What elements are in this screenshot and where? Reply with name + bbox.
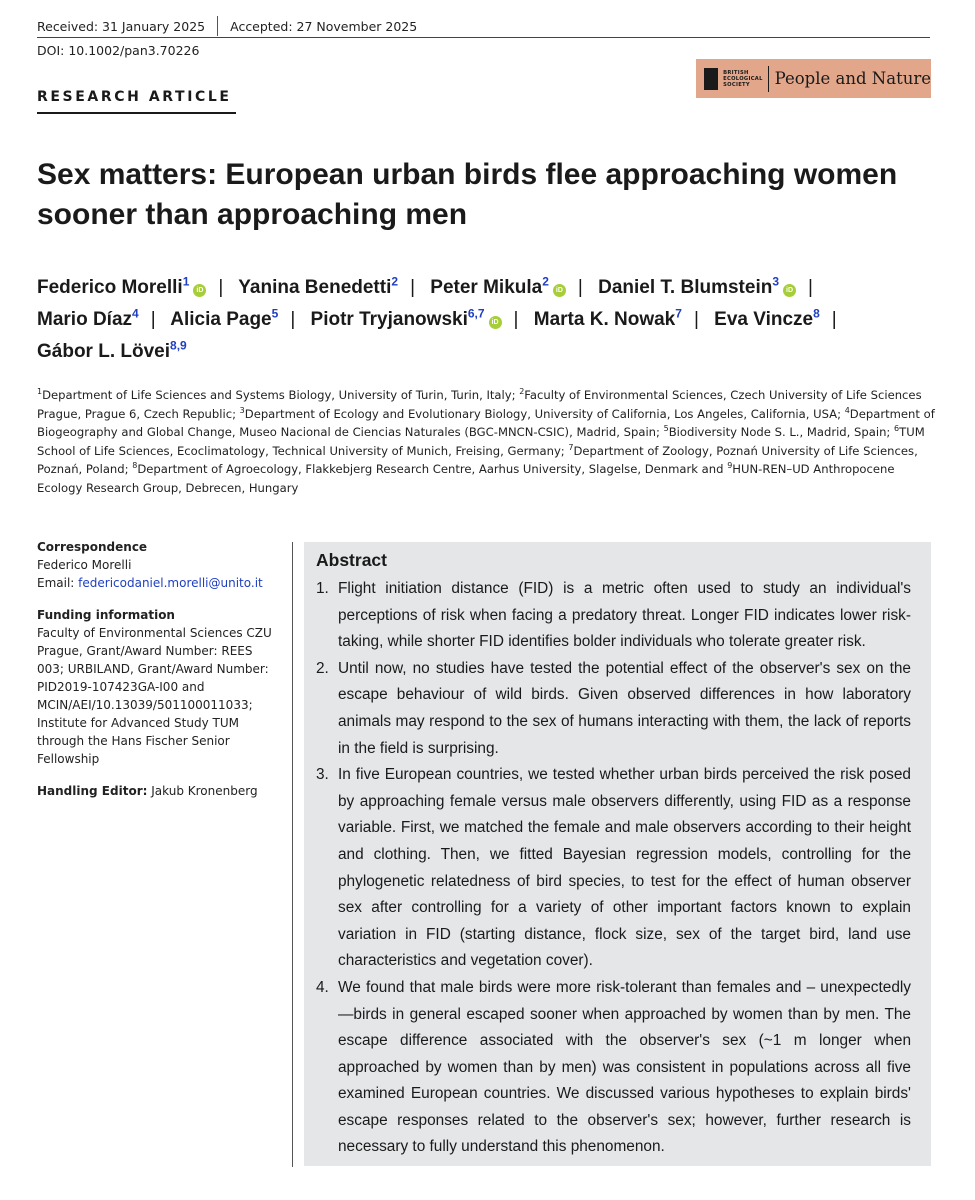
email-label: Email:	[37, 576, 79, 590]
funding-label: Funding information	[37, 608, 175, 622]
correspondence-email-line	[37, 574, 277, 592]
author-name: Piotr Tryjanowski	[310, 309, 468, 330]
abstract-item	[316, 762, 911, 975]
affiliation-text: Department of Life Sciences and Systems Biology, University of Turin, Turin, Italy;	[42, 388, 520, 402]
author-name: Gábor L. Lövei	[37, 341, 171, 362]
society-logo-mark-icon	[704, 68, 718, 90]
orcid-icon[interactable]: iD	[553, 284, 566, 297]
correspondence-name: Federico Morelli	[37, 558, 132, 572]
abstract-item-number: 2.	[316, 659, 329, 677]
abstract-item-number: 4.	[316, 978, 329, 996]
article-title: Sex matters: European urban birds flee approaching women sooner than approaching men	[37, 158, 898, 231]
author[interactable]	[533, 306, 682, 330]
article-dates	[37, 16, 417, 36]
handling-editor-block	[37, 782, 277, 800]
affiliation-number: 6	[894, 424, 900, 434]
author-name: Marta K. Nowak	[533, 309, 676, 330]
header-rule	[37, 37, 930, 38]
affiliation-text: Biodiversity Node S. L., Madrid, Spain;	[668, 425, 895, 439]
affiliation-text: TUM School of Life Sciences, Ecoclimatology, Technical University of Munich, Freising, Germany;	[37, 425, 925, 458]
author-separator: |	[693, 309, 699, 330]
affiliations	[37, 386, 937, 497]
email-link[interactable]: federicodaniel.morelli@unito.it	[78, 576, 263, 590]
author[interactable]	[170, 306, 279, 330]
author-affiliation-ref[interactable]: 1	[182, 274, 190, 289]
author-name: Alicia Page	[170, 309, 272, 330]
affiliation-number: 2	[519, 387, 525, 397]
abstract-item	[316, 576, 911, 656]
society-logo-text: BRITISH ECOLOGICAL SOCIETY	[723, 69, 763, 88]
abstract-item-text: Until now, no studies have tested the potential effect of the observer's sex on the escape behaviour of wild birds. Given observed differences in how laboratory animals may respond to the sex of humans interacting with them, the lack of reports in the field is surprising.	[338, 659, 911, 757]
date-divider	[217, 16, 218, 36]
author-name: Daniel T. Blumstein	[598, 277, 773, 298]
journal-logo[interactable]	[696, 59, 931, 98]
handling-editor-label: Handling Editor:	[37, 784, 148, 798]
affiliation-number: 5	[663, 424, 669, 434]
abstract-item	[316, 975, 911, 1161]
affiliation-text: Department of Biogeography and Global Change, Museo Nacional de Ciencias Naturales (BGC-MNCN-CSIC), Madrid, Spain;	[37, 406, 935, 439]
affiliation-number: 3	[239, 405, 245, 415]
author[interactable]	[238, 274, 399, 298]
author-separator: |	[218, 277, 224, 298]
affiliation-number: 7	[568, 442, 574, 452]
journal-name: People and Nature	[774, 69, 931, 88]
author-affiliation-ref[interactable]: 2	[542, 274, 549, 289]
orcid-icon[interactable]: iD	[489, 316, 502, 329]
author-name: Mario Díaz	[37, 309, 133, 330]
abstract-item-text: We found that male birds were more risk-tolerant than females and – unexpectedly—birds in general escaped sooner when approached by women than by men. The escape difference associated with the observer's sex (~1 m longer when approached by women than by men) was consistent in populations across all five examined European countries. We discussed various hypotheses to explain birds' escape responses related to the observer's sex; however, further research is necessary to fully understand this phenomenon.	[338, 978, 911, 1156]
abstract-item-number: 1.	[316, 580, 329, 597]
author-list	[37, 272, 937, 368]
abstract-box	[304, 542, 931, 1166]
author-name: Federico Morelli	[37, 277, 183, 298]
author-affiliation-ref[interactable]: 8	[813, 306, 820, 321]
author[interactable]	[310, 306, 502, 330]
author-separator: |	[577, 277, 583, 298]
affiliation-number: 9	[727, 461, 733, 471]
author[interactable]	[430, 274, 566, 298]
funding-block	[37, 606, 277, 768]
author[interactable]	[714, 306, 820, 330]
abstract-item-text: Flight initiation distance (FID) is a metric often used to study an individual's perceptions of risk when facing a predatory threat. Longer FID indicates lower risk-taking, while shorter FID identifies bolder individuals who tolerate greater risk.	[338, 580, 911, 651]
affiliation-number: 8	[132, 461, 138, 471]
correspondence-label: Correspondence	[37, 540, 148, 554]
article-type: RESEARCH ARTICLE	[37, 89, 232, 105]
author[interactable]	[37, 338, 187, 362]
logo-divider	[768, 66, 769, 92]
funding-text: Faculty of Environmental Sciences CZU Prague, Grant/Award Number: REES 003; URBILAND, Grant/Award Number: PID2019-107423GA-I00 and MCIN/AEI/10.13039/501100011033; Institute for Advanced Study TUM through the Hans Fischer Senior Fellowship	[37, 626, 272, 766]
author-separator: |	[290, 309, 296, 330]
author-name: Peter Mikula	[430, 277, 543, 298]
author-name: Yanina Benedetti	[238, 277, 392, 298]
orcid-icon[interactable]: iD	[783, 284, 796, 297]
correspondence-block	[37, 538, 277, 592]
article-sidebar	[37, 538, 277, 814]
author-affiliation-ref[interactable]: 2	[391, 274, 399, 289]
author-affiliation-ref[interactable]: 6,7	[467, 306, 485, 321]
author-affiliation-ref[interactable]: 5	[271, 306, 279, 321]
abstract-item-number: 3.	[316, 766, 329, 784]
author[interactable]	[598, 274, 796, 298]
received-date: Received: 31 January 2025	[37, 18, 206, 34]
affiliation-number: 1	[37, 387, 43, 397]
author-separator: |	[831, 309, 837, 330]
author[interactable]	[37, 306, 139, 330]
affiliation-text: Department of Zoology, Poznań University of Life Sciences, Poznań, Poland;	[37, 443, 918, 476]
author-affiliation-ref[interactable]: 3	[772, 274, 780, 289]
author[interactable]	[37, 274, 206, 298]
abstract-heading: Abstract	[316, 550, 387, 570]
article-type-underline	[37, 112, 236, 114]
affiliation-text: Faculty of Environmental Sciences, Czech University of Life Sciences Prague, Prague 6, Czech Republic;	[37, 388, 922, 421]
sidebar-divider	[292, 542, 293, 1167]
accepted-date: Accepted: 27 November 2025	[230, 18, 418, 34]
affiliation-text: Department of Ecology and Evolutionary Biology, University of California, Los Angeles, California, USA;	[244, 406, 845, 421]
abstract-item-text: In five European countries, we tested whether urban birds perceived the risk posed by approaching female versus male observers differently, using FID as a response variable. First, we matched the female and male observers according to their height and clothing. Then, we fitted Bayesian regression models, controlling for the phylogenetic relatedness of bird species, to test for the effect of human observer sex after controlling for a variety of other important factors known to explain variation in FID (starting distance, flock size, sex of the target bird, land use characteristics and vegetation cover).	[338, 766, 911, 970]
author-separator: |	[150, 309, 156, 330]
handling-editor-name: Jakub Kronenberg	[147, 784, 258, 798]
author-affiliation-ref[interactable]: 8,9	[170, 338, 187, 353]
affiliation-text: HUN-REN–UD Anthropocene Ecology Research Group, Debrecen, Hungary	[37, 462, 895, 495]
author-separator: |	[808, 277, 813, 298]
affiliation-number: 4	[844, 405, 850, 415]
doi: DOI: 10.1002/pan3.70226	[37, 43, 200, 58]
author-separator: |	[513, 309, 519, 330]
author-affiliation-ref[interactable]: 7	[675, 306, 682, 321]
author-separator: |	[410, 277, 415, 298]
abstract-list	[316, 576, 911, 1161]
author-name: Eva Vincze	[714, 309, 814, 330]
orcid-icon[interactable]: iD	[193, 284, 206, 297]
abstract-item	[316, 656, 911, 762]
affiliation-text: Department of Agroecology, Flakkebjerg Research Centre, Aarhus University, Slagelse, Denmark and	[137, 462, 728, 476]
author-affiliation-ref[interactable]: 4	[132, 306, 139, 321]
